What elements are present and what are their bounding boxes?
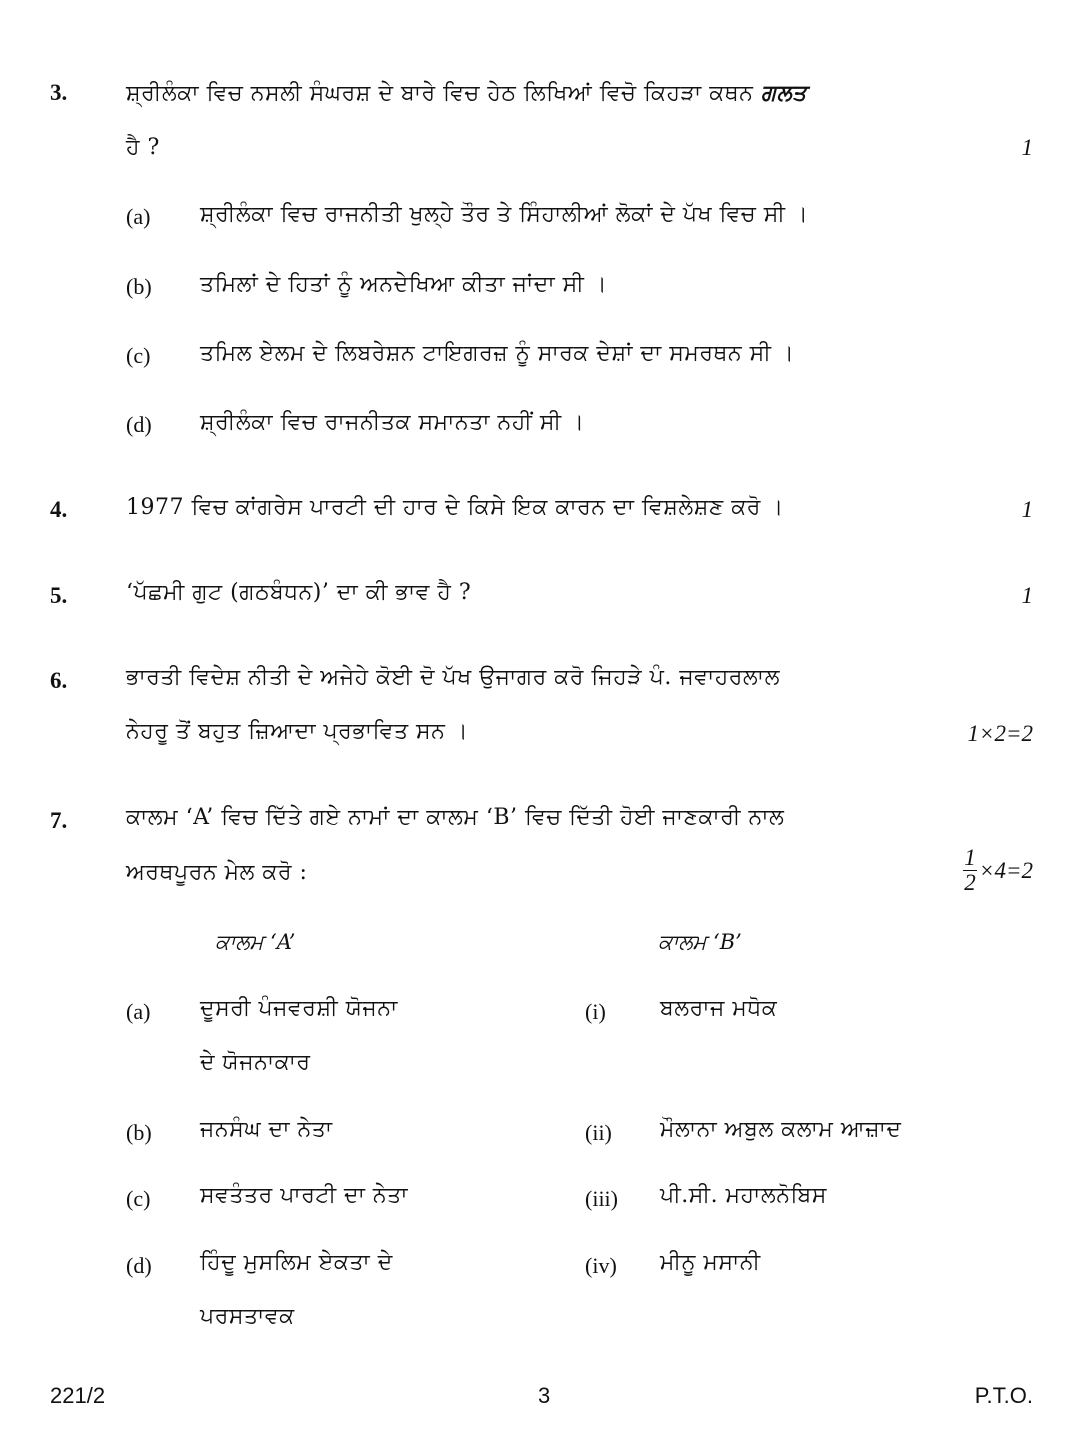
column-b-heading: ਕਾਲਮ ‘B’ bbox=[658, 930, 742, 954]
marks: 1 bbox=[1021, 497, 1033, 522]
option-label: (a) bbox=[126, 204, 151, 229]
column-a-label: (b) bbox=[126, 1120, 152, 1145]
column-b-text: ਪੀ.ਸੀ. ਮਹਾਲਨੋਬਿਸ bbox=[660, 1183, 827, 1208]
fraction bbox=[963, 846, 977, 895]
question-text: ਕਾਲਮ ‘A’ ਵਿਚ ਦਿੱਤੇ ਗਏ ਨਾਮਾਂ ਦਾ ਕਾਲਮ ‘B’ ਵਿਚ ਦਿੱਤੀ ਹੋਈ ਜਾਣਕਾਰੀ ਨਾਲ bbox=[126, 805, 785, 830]
question-text: ਸ਼੍ਰੀਲੰਕਾ ਵਿਚ ਨਸਲੀ ਸੰਘਰਸ਼ ਦੇ ਬਾਰੇ ਵਿਚ ਹੇਠ ਲਿਖਿਆਂ ਵਿਚੋ ਕਿਹੜਾ ਕਥਨ ਗਲਤ bbox=[126, 80, 807, 106]
question-number: 6. bbox=[50, 668, 68, 693]
fraction-numerator: 1 bbox=[964, 845, 976, 870]
question-text-line2: ਅਰਥਪੂਰਨ ਮੇਲ ਕਰੋ : bbox=[126, 860, 308, 885]
column-a-label: (c) bbox=[126, 1186, 151, 1211]
question-text: ਭਾਰਤੀ ਵਿਦੇਸ਼ ਨੀਤੀ ਦੇ ਅਜੇਹੇ ਕੋਈ ਦੋ ਪੱਖ ਉਜਾਗਰ ਕਰੋ ਜਿਹੜੇ ਪੰ. ਜਵਾਹਰਲਾਲ bbox=[126, 665, 780, 690]
column-a-label: (a) bbox=[126, 999, 151, 1024]
question-text-line2: ਨੇਹਰੂ ਤੋਂ ਬਹੁਤ ਜ਼ਿਆਦਾ ਪ੍ਰਭਾਵਿਤ ਸਨ । bbox=[126, 719, 469, 744]
option-text: ਸ਼੍ਰੀਲੰਕਾ ਵਿਚ ਰਾਜਨੀਤਕ ਸਮਾਨਤਾ ਨਹੀਂ ਸੀ । bbox=[200, 410, 585, 435]
marks: 1 bbox=[1021, 583, 1033, 608]
column-b-text: ਮੀਨੂ ਮਸਾਨੀ bbox=[660, 1250, 761, 1275]
paper-code: 221/2 bbox=[50, 1383, 106, 1408]
question-number: 5. bbox=[50, 583, 68, 608]
column-b-text: ਮੌਲਾਨਾ ਅਬੁਲ ਕਲਾਮ ਆਜ਼ਾਦ bbox=[660, 1117, 902, 1142]
question-number: 4. bbox=[50, 497, 68, 522]
option-text: ਸ਼੍ਰੀਲੰਕਾ ਵਿਚ ਰਾਜਨੀਤੀ ਖੁਲ੍ਹੇ ਤੌਰ ਤੇ ਸਿੰਹਾਲੀਆਂ ਲੋਕਾਂ ਦੇ ਪੱਖ ਵਿਚ ਸੀ । bbox=[200, 202, 809, 227]
option-label: (d) bbox=[126, 412, 152, 437]
column-a-text-line2: ਦੇ ਯੋਜਨਾਕਾਰ bbox=[200, 1050, 311, 1075]
column-a-text: ਸਵਤੰਤਰ ਪਾਰਟੀ ਦਾ ਨੇਤਾ bbox=[200, 1183, 409, 1208]
column-a-text-line2: ਪਰਸਤਾਵਕ bbox=[200, 1304, 295, 1329]
question-text: ‘ਪੱਛਮੀ ਗੁਟ (ਗਠਬੰਧਨ)’ ਦਾ ਕੀ ਭਾਵ ਹੈ ? bbox=[126, 580, 472, 605]
question-number: 7. bbox=[50, 808, 68, 833]
question-text: 1977 ਵਿਚ ਕਾਂਗਰੇਸ ਪਾਰਟੀ ਦੀ ਹਾਰ ਦੇ ਕਿਸੇ ਇਕ ਕਾਰਨ ਦਾ ਵਿਸ਼ਲੇਸ਼ਣ ਕਰੋ । bbox=[126, 495, 784, 520]
question-number: 3. bbox=[50, 80, 68, 105]
column-a-label: (d) bbox=[126, 1253, 152, 1278]
page-number: 3 bbox=[538, 1383, 551, 1408]
column-b-label: (i) bbox=[585, 999, 606, 1024]
marks: 1 bbox=[1021, 135, 1033, 160]
column-b-label: (iv) bbox=[585, 1253, 617, 1278]
option-label: (c) bbox=[126, 343, 151, 368]
emphasis-word: ਗਲਤ bbox=[760, 80, 807, 106]
option-label: (b) bbox=[126, 274, 152, 299]
column-b-label: (ii) bbox=[585, 1120, 612, 1145]
column-a-text: ਦੂਸਰੀ ਪੰਜਵਰਸ਼ੀ ਯੋਜਨਾ bbox=[200, 996, 398, 1021]
question-text-line2: ਹੈ ? bbox=[126, 135, 160, 160]
column-a-text: ਜਨਸੰਘ ਦਾ ਨੇਤਾ bbox=[200, 1117, 333, 1142]
option-text: ਤਮਿਲ ਏਲਮ ਦੇ ਲਿਬਰੇਸ਼ਨ ਟਾਇਗਰਜ਼ ਨੂੰ ਸਾਰਕ ਦੇਸ਼ਾਂ ਦਾ ਸਮਰਥਨ ਸੀ । bbox=[200, 341, 795, 366]
please-turn-over: P.T.O. bbox=[974, 1383, 1033, 1408]
column-b-text: ਬਲਰਾਜ ਮਧੋਕ bbox=[660, 996, 778, 1021]
column-a-text: ਹਿੰਦੂ ਮੁਸਲਿਮ ਏਕਤਾ ਦੇ bbox=[200, 1250, 393, 1275]
marks bbox=[963, 846, 1033, 895]
fraction-denominator: 2 bbox=[964, 870, 976, 895]
option-text: ਤਮਿਲਾਂ ਦੇ ਹਿਤਾਂ ਨੂੰ ਅਨਦੇਖਿਆ ਕੀਤਾ ਜਾਂਦਾ ਸੀ । bbox=[200, 272, 608, 297]
column-a-heading: ਕਾਲਮ ‘A’ bbox=[215, 930, 296, 954]
marks-rest: ×4=2 bbox=[978, 857, 1033, 883]
column-b-label: (iii) bbox=[585, 1186, 618, 1211]
marks: 1×2=2 bbox=[967, 721, 1033, 746]
